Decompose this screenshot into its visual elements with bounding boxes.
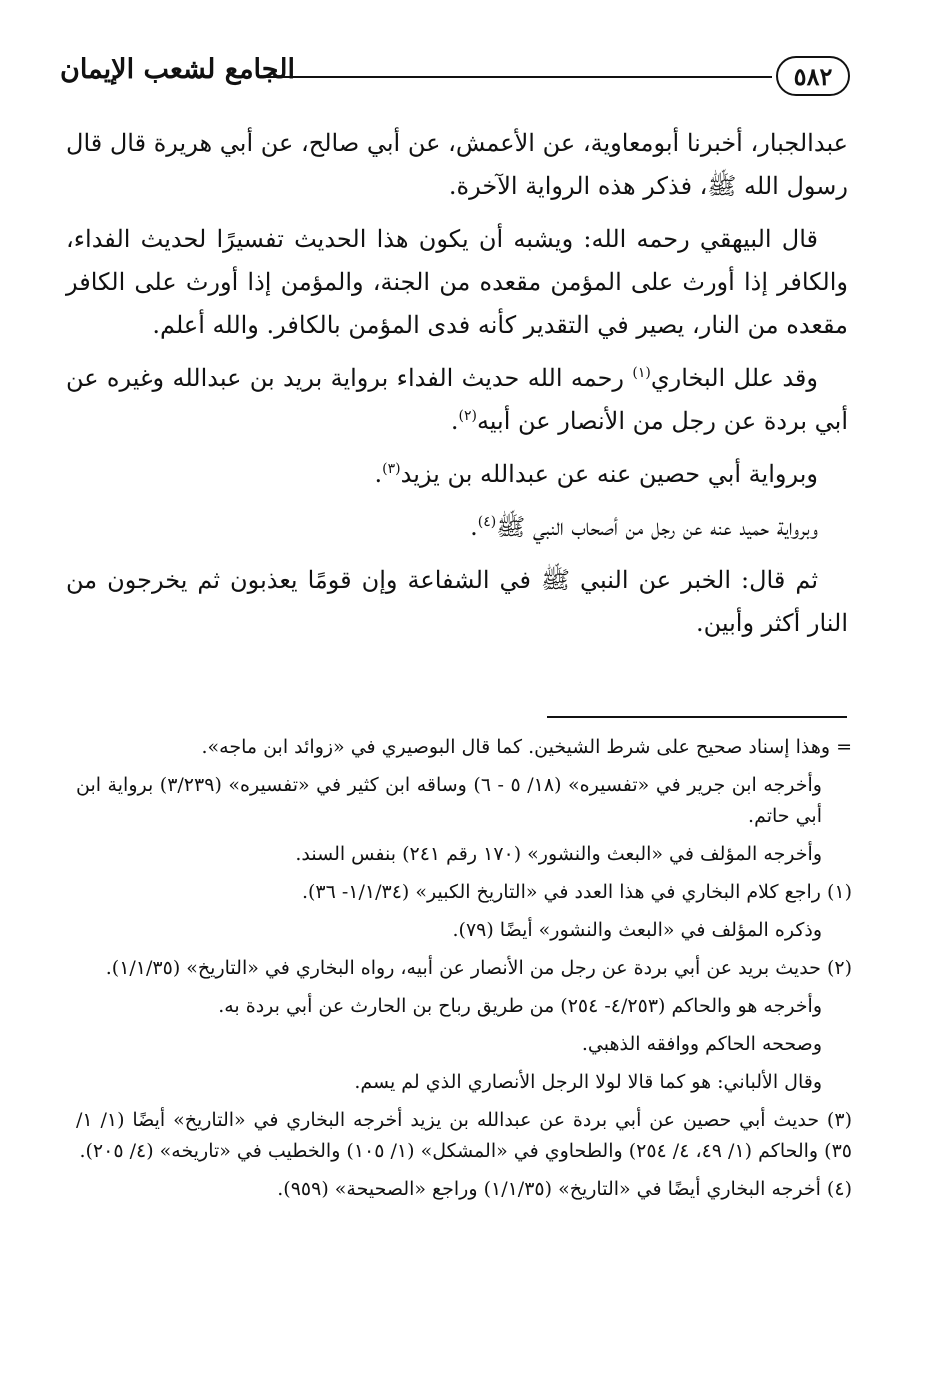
footnote-4: (٤) أخرجه البخاري أيضًا في «التاريخ» (١/١/٣٥) وراجع «الصحيحة» (٩٥٩). — [277, 1178, 852, 1200]
footnote-2-extra-2: وصححه الحاكم ووافقه الذهبي. — [581, 1033, 822, 1055]
footnote-2-extra-3: وقال الألباني: هو كما قالا لولا الرجل الأنصاري الذي لم يسم. — [354, 1071, 822, 1093]
footnote-continuation-2: وأخرجه ابن جرير في «تفسيره» (١٨/ ٥ - ٦) وساقه ابن كثير في «تفسيره» (٣/٢٣٩) برواية ابن أبي حاتم. — [76, 774, 822, 827]
main-text — [66, 122, 848, 655]
header-rule — [260, 76, 772, 78]
paragraph-4 — [66, 453, 848, 496]
footnote-2-extra-1: وأخرجه هو والحاكم (٤/٢٥٣- ٢٥٤) من طريق رباح بن الحارث عن أبي بردة به. — [218, 995, 822, 1017]
page-number: ٥٨٢ — [776, 56, 850, 96]
paragraph-3-text-b: رحمه الله حديث الفداء برواية بريد بن عبدالله وغيره عن أبي بردة عن رجل من الأنصار عن أبيه — [66, 364, 848, 435]
paragraph-5 — [66, 506, 848, 549]
footnote-continuation-3: وأخرجه المؤلف في «البعث والنشور» (١٧٠ رقم ٢٤١) بنفس السند. — [295, 843, 822, 865]
footnote-continuation-1: = وهذا إسناد صحيح على شرط الشيخين. كما قال البوصيري في «زوائد ابن ماجه». — [201, 736, 852, 758]
footnote-2: (٢) حديث بريد عن أبي بردة عن رجل من الأنصار عن أبيه، رواه البخاري في «التاريخ» (١/١/٣٥). — [105, 957, 852, 979]
paragraph-4-text-a: وبرواية أبي حصين عنه عن عبدالله بن يزيد — [400, 460, 818, 488]
footnote-ref-4: (٤) — [477, 514, 497, 530]
paragraph-1: عبدالجبار، أخبرنا أبومعاوية، عن الأعمش، عن أبي صالح، عن أبي هريرة قال قال رسول الله ﷺ، فذكر هذه الرواية الآخرة. — [66, 129, 848, 200]
footnote-ref-1: (١) — [632, 365, 651, 381]
footnote-ref-2: (٢) — [458, 408, 477, 424]
paragraph-3-text-a: وقد علل البخاري — [650, 364, 818, 392]
book-title: الجامع لشعب الإيمان — [60, 54, 295, 85]
footnote-1-extra: وذكره المؤلف في «البعث والنشور» أيضًا (٧٩). — [452, 919, 822, 941]
paragraph-2: قال البيهقي رحمه الله: ويشبه أن يكون هذا الحديث تفسيرًا لحديث الفداء، والكافر إذا أورث على المؤمن مقعده من الجنة، والمؤمن إذا أورث على الكافر مقعده من النار، يصير في التقدير كأنه فدى المؤمن بالكافر. والله أعلم. — [66, 225, 848, 339]
paragraph-4-text-b: . — [374, 460, 383, 488]
page-header — [60, 52, 850, 108]
footnotes — [76, 732, 852, 1212]
footnote-1: (١) راجع كلام البخاري في هذا العدد في «التاريخ الكبير» (١/١/٣٤- ٣٦). — [301, 881, 852, 903]
footnote-3: (٣) حديث أبي حصين عن أبي بردة عن عبدالله بن يزيد أخرجه البخاري في «التاريخ» أيضًا (١/ ١/ ٣٥) والحاكم (١/ ٤٩، ٤/ ٢٥٤) والطحاوي في «المشكل» (١/ ١٠٥) والخطيب في «تاريخه» (٤/ ٢٠٥). — [76, 1109, 852, 1162]
paragraph-6: ثم قال: الخبر عن النبي ﷺ في الشفاعة وإن قومًا يعذبون ثم يخرجون من النار أكثر وأبين. — [66, 566, 848, 637]
paragraph-3 — [66, 357, 848, 443]
paragraph-5-text-b: . — [470, 513, 478, 541]
paragraph-3-text-c: . — [450, 407, 459, 435]
paragraph-5-text-a: وبرواية حميد عنه عن رجل من أصحاب النبي ﷺ — [496, 513, 818, 541]
footnote-separator — [547, 716, 847, 718]
footnote-ref-3: (٣) — [382, 461, 401, 477]
